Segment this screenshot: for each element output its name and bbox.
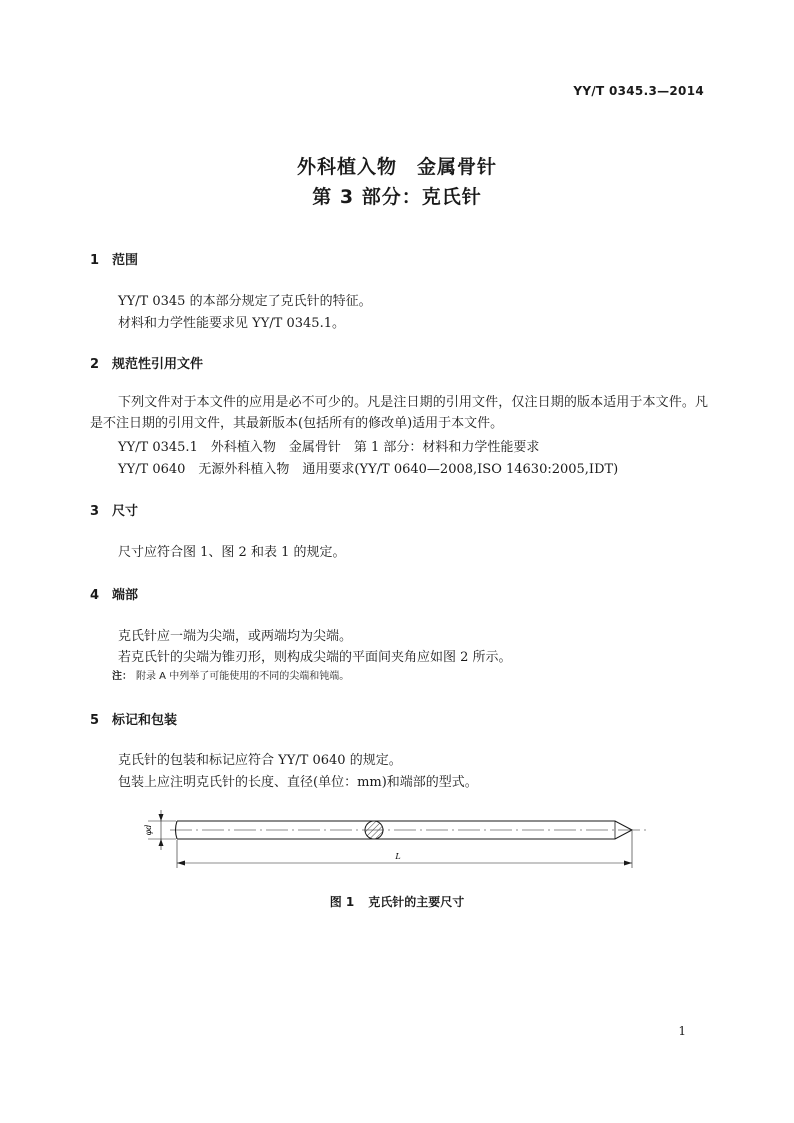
paragraph: 下列文件对于本文件的应用是必不可少的。凡是注日期的引用文件，仅注日期的版本适用于本文件。凡是不注日期的引用文件，其最新版本(包括所有的修改单)适用于本文件。 xyxy=(90,395,708,431)
document-title: 外科植入物 金属骨针 xyxy=(296,156,497,178)
kirschner-wire-figure xyxy=(140,808,660,872)
section-title: 范围 xyxy=(112,253,139,268)
section-heading-scope xyxy=(90,249,138,268)
reference-item: YY/T 0640 无源外科植入物 通用要求(YY/T 0640—2008,ISO 14630:2005,IDT) xyxy=(118,462,619,477)
paragraph: 尺寸应符合图 1、图 2 和表 1 的规定。 xyxy=(118,545,346,560)
section-heading-dimensions xyxy=(90,500,138,519)
figure-label: 图 1 xyxy=(329,895,355,909)
section-heading-ends xyxy=(90,584,138,603)
section-heading-normative-references xyxy=(90,353,203,372)
cross-section xyxy=(365,821,383,839)
paragraph: 包装上应注明克氏针的长度、直径(单位：mm)和端部的型式。 xyxy=(118,775,478,790)
paragraph: YY/T 0345 的本部分规定了克氏针的特征。 xyxy=(118,294,372,309)
document-subtitle: 第 3 部分：克氏针 xyxy=(312,186,482,208)
section-number: 3 xyxy=(90,504,100,519)
paragraph: 克氏针的包装和标记应符合 YY/T 0640 的规定。 xyxy=(118,753,402,768)
note xyxy=(112,667,349,682)
section-number: 2 xyxy=(90,357,100,372)
reference-item: YY/T 0345.1 外科植入物 金属骨针 第 1 部分：材料和力学性能要求 xyxy=(118,440,540,455)
page-number: 1 xyxy=(678,1024,686,1038)
paragraph: 若克氏针的尖端为锥刃形，则构成尖端的平面间夹角应如图 2 所示。 xyxy=(118,650,512,665)
section-heading-marking-packaging xyxy=(90,709,177,728)
note-label: 注： xyxy=(112,671,132,682)
section-number: 1 xyxy=(90,253,100,268)
diameter-label: φd xyxy=(144,824,153,836)
section-title: 尺寸 xyxy=(112,504,139,519)
length-label: L xyxy=(395,852,401,861)
section-title: 标记和包装 xyxy=(112,713,178,728)
figure-title: 克氏针的主要尺寸 xyxy=(368,895,465,909)
section-title: 端部 xyxy=(112,588,139,603)
figure-caption xyxy=(0,893,794,910)
standard-code: YY/T 0345.3—2014 xyxy=(573,84,704,98)
section-title: 规范性引用文件 xyxy=(112,357,204,372)
paragraph: 材料和力学性能要求见 YY/T 0345.1。 xyxy=(118,316,345,331)
note-text: 附录 A 中列举了可能使用的不同的尖端和钝端。 xyxy=(136,671,350,682)
section-number: 5 xyxy=(90,713,100,728)
paragraph: 克氏针应一端为尖端，或两端均为尖端。 xyxy=(118,629,353,644)
section-number: 4 xyxy=(90,588,100,603)
length-dimension xyxy=(177,831,632,868)
